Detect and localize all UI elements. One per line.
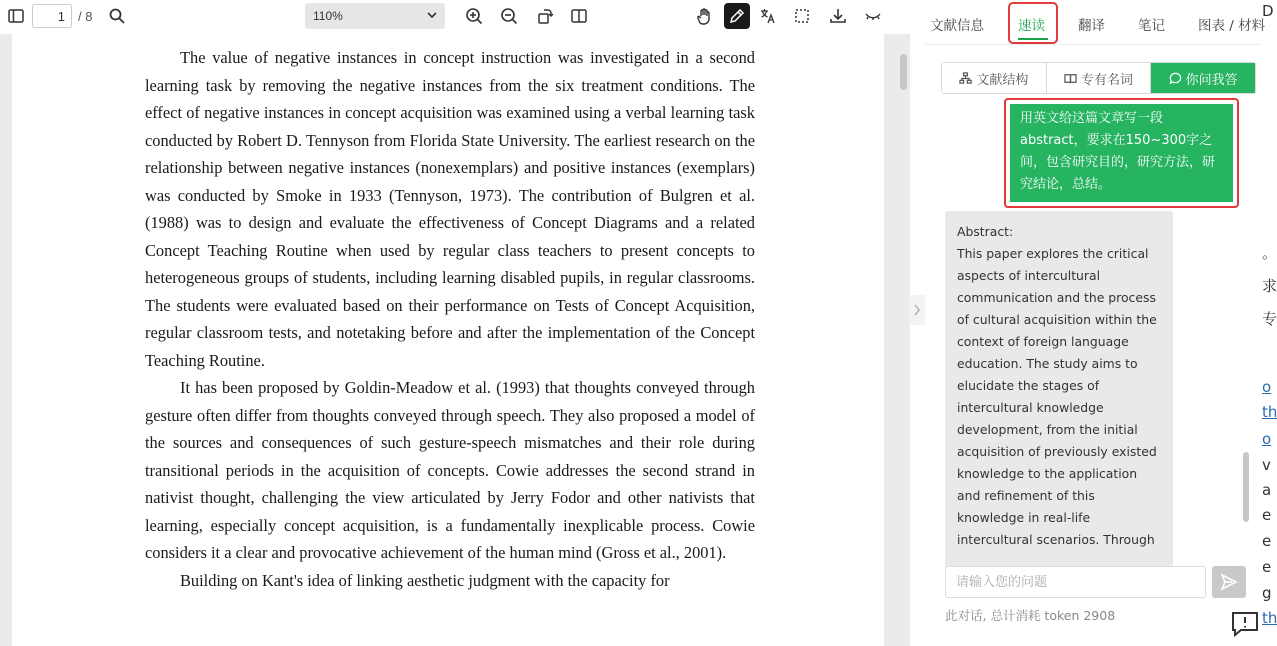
tab-document-info[interactable]: 文献信息 xyxy=(930,18,984,34)
edge-fragment: th xyxy=(1262,403,1277,421)
mode-label: 专有名词 xyxy=(1081,72,1134,88)
translate-icon[interactable] xyxy=(756,4,780,28)
zoom-select[interactable] xyxy=(305,3,445,29)
chevron-down-icon xyxy=(427,10,437,20)
tabs-divider xyxy=(925,44,1260,45)
edge-fragment: D xyxy=(1262,2,1274,20)
send-button[interactable] xyxy=(1212,566,1246,598)
mode-structure-button[interactable] xyxy=(942,63,1047,93)
assistant-message-text: Abstract: This paper explores the critical aspects of intercultural communication and the process of cultural acquisition within the context of foreign language education. The study aims to elucidate the stages of intercultural knowledge development, from the initial acquisition of previously existed knowledge to the application and refinement of this knowledge in real-life intercultural scenarios. Through xyxy=(957,224,1157,547)
assistant-message xyxy=(945,211,1173,571)
rotate-icon[interactable] xyxy=(533,4,557,28)
user-message: 用英文给这篇文章写一段abstract，要求在150~300字之间，包含研究目的，研究方法，研究结论，总结。 xyxy=(1010,104,1233,202)
mode-label: 文献结构 xyxy=(976,72,1029,88)
mode-label: 你问我答 xyxy=(1185,72,1238,88)
pen-tool-icon[interactable] xyxy=(724,3,750,29)
document-scrollbar[interactable] xyxy=(900,54,907,90)
chevron-right-icon xyxy=(913,304,921,316)
book-icon xyxy=(1064,72,1077,85)
mode-terms-button[interactable] xyxy=(1047,63,1152,93)
zoom-out-icon[interactable] xyxy=(497,4,521,28)
edge-fragment: g xyxy=(1262,584,1272,602)
edge-fragment: o xyxy=(1262,378,1272,396)
edge-fragment: a xyxy=(1262,481,1272,499)
chat-icon xyxy=(1169,72,1182,85)
mode-switcher xyxy=(941,62,1256,94)
paragraph: It has been proposed by Goldin-Meadow et al. (1993) that thoughts conveyed through gesture often differ from thoughts conveyed through speech. They also proposed a model of the sources and consequences of such gesture-speech mismatches and their role during transitional periods in the acquisition of concepts. Cowie addresses the second strand in nativist thought, challenging the view articulated by Jerry Fodor and other nativists that learning, especially concept acquisition, is a fundamentally inexplicable process. Cowie considers it a clear and provocative achievement of the human mind (Gross et al., 2001). xyxy=(145,378,755,562)
tab-translate[interactable]: 翻译 xyxy=(1078,18,1105,34)
edge-fragment: 求 xyxy=(1262,277,1277,295)
edge-fragment: e xyxy=(1262,532,1272,550)
send-icon xyxy=(1220,573,1238,591)
edge-fragment: 专 xyxy=(1262,310,1277,328)
edge-fragment: v xyxy=(1262,456,1271,474)
page-number-input[interactable] xyxy=(32,4,72,28)
paragraph: Building on Kant's idea of linking aesthetic judgment with the capacity for xyxy=(180,570,670,590)
page-total-label: / 8 xyxy=(78,9,93,24)
zoom-value: 110% xyxy=(313,9,343,23)
edge-fragment: 。 xyxy=(1262,244,1277,262)
search-icon[interactable] xyxy=(105,4,129,28)
token-usage-info: 此对话, 总计消耗 token 2908 xyxy=(945,608,1116,623)
area-select-icon[interactable] xyxy=(790,4,814,28)
hand-tool-icon[interactable] xyxy=(693,4,717,28)
edge-fragment: th xyxy=(1262,609,1277,627)
pdf-page xyxy=(12,34,884,646)
eye-closed-icon[interactable] xyxy=(861,4,885,28)
chat-scrollbar[interactable] xyxy=(1243,452,1249,522)
tab-notes[interactable]: 笔记 xyxy=(1138,18,1165,34)
user-message-highlight xyxy=(1004,98,1239,208)
edge-fragment: e xyxy=(1262,506,1272,524)
panel-tabs xyxy=(925,0,1272,44)
tab-charts-materials[interactable]: 图表 / 材料 xyxy=(1198,18,1266,34)
reading-assistant-panel xyxy=(925,0,1272,646)
mode-qa-button[interactable] xyxy=(1151,63,1255,93)
structure-icon xyxy=(959,72,972,85)
feedback-icon[interactable] xyxy=(1231,611,1259,637)
sidebar-toggle-icon[interactable] xyxy=(4,4,28,28)
paragraph: The value of negative instances in concept instruction was investigated in a second learning task by removing the negative instances from the six treatment conditions. The effect of negative instances in concept acquisition was examined using a verbal learning task conducted by Robert D. Tennyson from Florida State University. The earliest research on the relationship between negative instances (nonexemplars) and positive instances (exemplars) was conducted by Smoke in 1933 (Tennyson, 1973). The contribution of Bulgren et al. (1988) was to design and evaluate the effectiveness of Concept Diagrams and a related Concept Teaching Routine when used by regular class teachers to present concepts to heterogeneous groups of students, including learning disabled pupils, in regular classrooms. The students were evaluated based on their performance on Tests of Concept Acquisition, regular classroom tests, and notetaking before and after the implementation of the Concept Teaching Routine. xyxy=(145,48,755,370)
zoom-in-icon[interactable] xyxy=(462,4,486,28)
tab-speed-read[interactable]: 速读 xyxy=(1018,18,1045,34)
pdf-toolbar xyxy=(0,0,910,34)
collapse-panel-handle[interactable] xyxy=(909,295,925,325)
edge-fragment: o xyxy=(1262,430,1272,448)
question-input[interactable] xyxy=(945,566,1206,598)
two-page-view-icon[interactable] xyxy=(567,4,591,28)
active-tab-indicator xyxy=(1018,38,1048,40)
overflow-column-fragment xyxy=(1262,0,1277,646)
pdf-text xyxy=(145,44,755,594)
download-icon[interactable] xyxy=(826,4,850,28)
chat-area[interactable] xyxy=(925,96,1260,548)
edge-fragment: e xyxy=(1262,558,1272,576)
